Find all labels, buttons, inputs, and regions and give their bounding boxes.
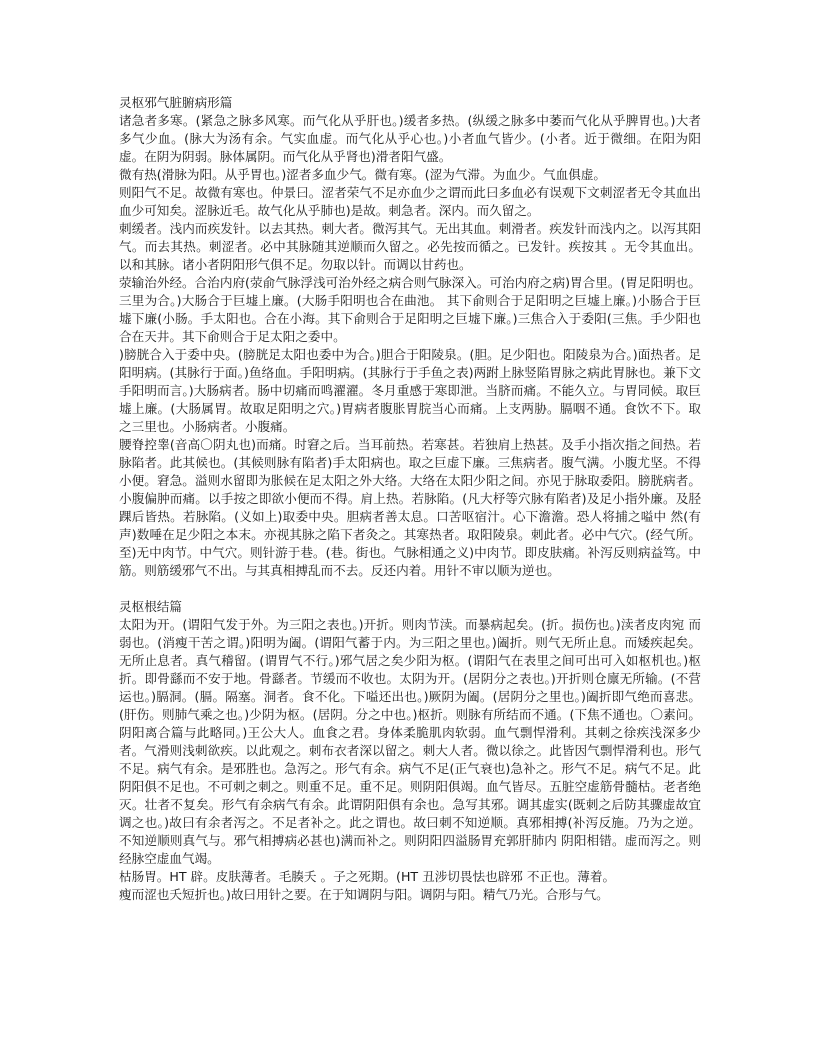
paragraph: 枯肠胃。HT 辟。皮肤薄者。毛腠夭 。子之死期。(HT 丑涉切畏怯也辟邪 不正也。薄着。 — [119, 869, 616, 884]
section-title: 灵枢根结篇 — [119, 599, 182, 614]
paragraph: 诸急者多寒。(紧急之脉多风寒。而气化从乎肝也。)缓者多热。(纵缓之脉多中萎而气化从乎脾胃也。)大者多气少血。(脉大为汤有余。气实血虚。而气化从乎心也。)小者血气皆少。(小者。近于微细。在阳为阳虚。在阴为阴弱。脉体属阴。而气化从乎肾也)滑者阳气盛。 — [119, 113, 701, 164]
paragraph: 腰脊控睾(音高〇阴丸也)而痛。时窘之后。当耳前热。若寒甚。若独肩上热甚。及手小指次指之间热。若脉陷者。此其候也。(其候则脉有陷者)手太阳病也。取之巨虚下廉。三焦病者。腹气满。小腹尤坚。不得小便。窘急。溢则水留即为胀候在足太阳之外大络。大络在太阳少阳之间。亦见于脉取委阳。膀胱病者。小腹偏肿而痛。以手按之即欲小便而不得。肩上热。若脉陷。(凡大杼等穴脉有陷者)及足小指外廉。及胫踝后皆热。若脉陷。(义如上)取委中央。胆病者善太息。口苦呕宿汁。心下澹澹。恐人将捕之嗌中 然(有声)数唾在足少阳之本末。亦视其脉之陷下者灸之。其寒热者。取阳陵泉。刺此者。必中气穴。(经气所。至)无中肉节。中气穴。则针游于巷。(巷。街也。气脉相通之义)中肉节。即皮肤痛。补泻反则病益笃。中筋。则筋缓邪气不出。与其真相搏乱而不去。反还内着。用针不审以顺为逆也。 — [119, 437, 701, 578]
section-spacer — [119, 580, 701, 598]
section-title: 灵枢邪气脏腑病形篇 — [119, 95, 233, 110]
paragraph: 瘦而涩也夭短折也。)故曰用针之要。在于知调阴与阳。调阴与阳。精气乃光。合形与气。 — [119, 887, 609, 902]
document-page — [119, 94, 701, 904]
paragraph: 太阳为开。(谓阳气发于外。为三阳之表也。)开折。则肉节渎。而暴病起矣。(折。损伤也。)渎者皮肉宛 而弱也。(消瘦干苦之谓。)阳明为阖。(谓阳气蓄于内。为三阳之里也。)阖折。则气无所止息。而矮疾起矣。无所止息者。真气稽留。(谓胃气不行。)邪气居之矣少阳为枢。(谓阳气在表里之间可出可入如枢机也。)枢折。即骨繇而不安于地。骨繇者。节缓而不收也。太阴为开。(居阴分之表也。)开折则仓廪无所输。(不营运也。)膈洞。(膈。隔塞。洞者。食不化。下嗌还出也。)厥阴为阖。(居阴分之里也。)阖折即气绝而喜悲。(肝伤。则肺气乘之也。)少阴为枢。(居阴。分之中也。)枢折。则脉有所结而不通。(下焦不通也。〇素问。阴阳离合篇与此略同。)王公大人。血食之君。身体柔脆肌肉软弱。血气剽悍滑利。其刺之徐疾浅深多少者。气滑则浅刺欲疾。以此观之。刺布衣者深以留之。刺大人者。微以徐之。此皆因气剽悍滑利也。形气不足。病气有余。是邪胜也。急泻之。形气有余。病气不足(正气衰也)急补之。形气不足。病气不足。此阴阳俱不足也。不可刺之刺之。则重不足。重不足。则阴阳俱竭。血气皆尽。五脏空虚筋骨髓枯。老者绝灭。壮者不复矣。形气有余病气有余。此谓阴阳俱有余也。急写其邪。调其虚实(既刺之后防其骤虚故宜调之也。)故曰有余者泻之。不足者补之。此之谓也。故曰刺不知逆顺。真邪相搏(补泻反施。乃为之逆。不知逆顺则真气与。邪气相搏病必甚也)满而补之。则阴阳四溢肠胃充郭肝肺内 阴阳相错。虚而泻之。则经脉空虚血气竭。 — [119, 617, 701, 866]
paragraph: 刺缓者。浅内而疾发针。以去其热。刺大者。微泻其气。无出其血。刺滑者。疾发针而浅内之。以泻其阳气。而去其热。刺涩者。必中其脉随其逆顺而久留之。必先按而循之。已发针。疾按其 。无令其血出。以和其脉。诸小者阴阳形气俱不足。勿取以针。而调以甘药也。 — [119, 221, 701, 272]
paragraph: 则阳气不足。故微有寒也。仲景曰。涩者荣气不足亦血少之谓而此曰多血必有误观下文刺涩者无令其血出血少可知矣。涩脉近毛。故气化从乎肺也)是故。刺急者。深内。而久留之。 — [119, 185, 701, 218]
paragraph: 荥输治外经。合治内府(荥俞气脉浮浅可治外经之病合则气脉深入。可治内府之病)胃合里。(胃足阳明也。三里为合。)大肠合于巨墟上廉。(大肠手阳明也合在曲池。 其下俞则合于足阳明之巨墟上廉。)小肠合于巨墟下廉(小肠。手太阳也。合在小海。其下俞则合于足阳明之巨墟下廉。)三焦合入于委阳(三焦。手少阳也合在天井。其下俞则合于足太阳之委中。 — [119, 275, 701, 344]
section-genjie — [119, 598, 701, 904]
paragraph: 微有热(滑脉为阳。从乎胃也。)涩者多血少气。微有寒。(涩为气滞。为血少。气血俱虚。 — [119, 167, 607, 182]
section-xieqi — [119, 94, 701, 580]
paragraph: )膀胱合入于委中央。(膀胱足太阳也委中为合。)胆合于阳陵泉。(胆。足少阳也。阳陵泉为合。)面热者。足阳明病。(其脉行于面。)鱼络血。手阳明病。(其脉行于手鱼之表)两跗上脉竖陷胃脉之病此胃脉也。兼下文手阳明而言。)大肠病者。肠中切痛而鸣濯濯。冬月重感于寒即泄。当脐而痛。不能久立。与胃同候。取巨墟上廉。(大肠属胃。故取足阳明之穴。)胃病者腹胀胃脘当心而痛。上支两胁。膈咽不通。食饮不下。取之三里也。小肠病者。小腹痛。 — [119, 347, 701, 434]
